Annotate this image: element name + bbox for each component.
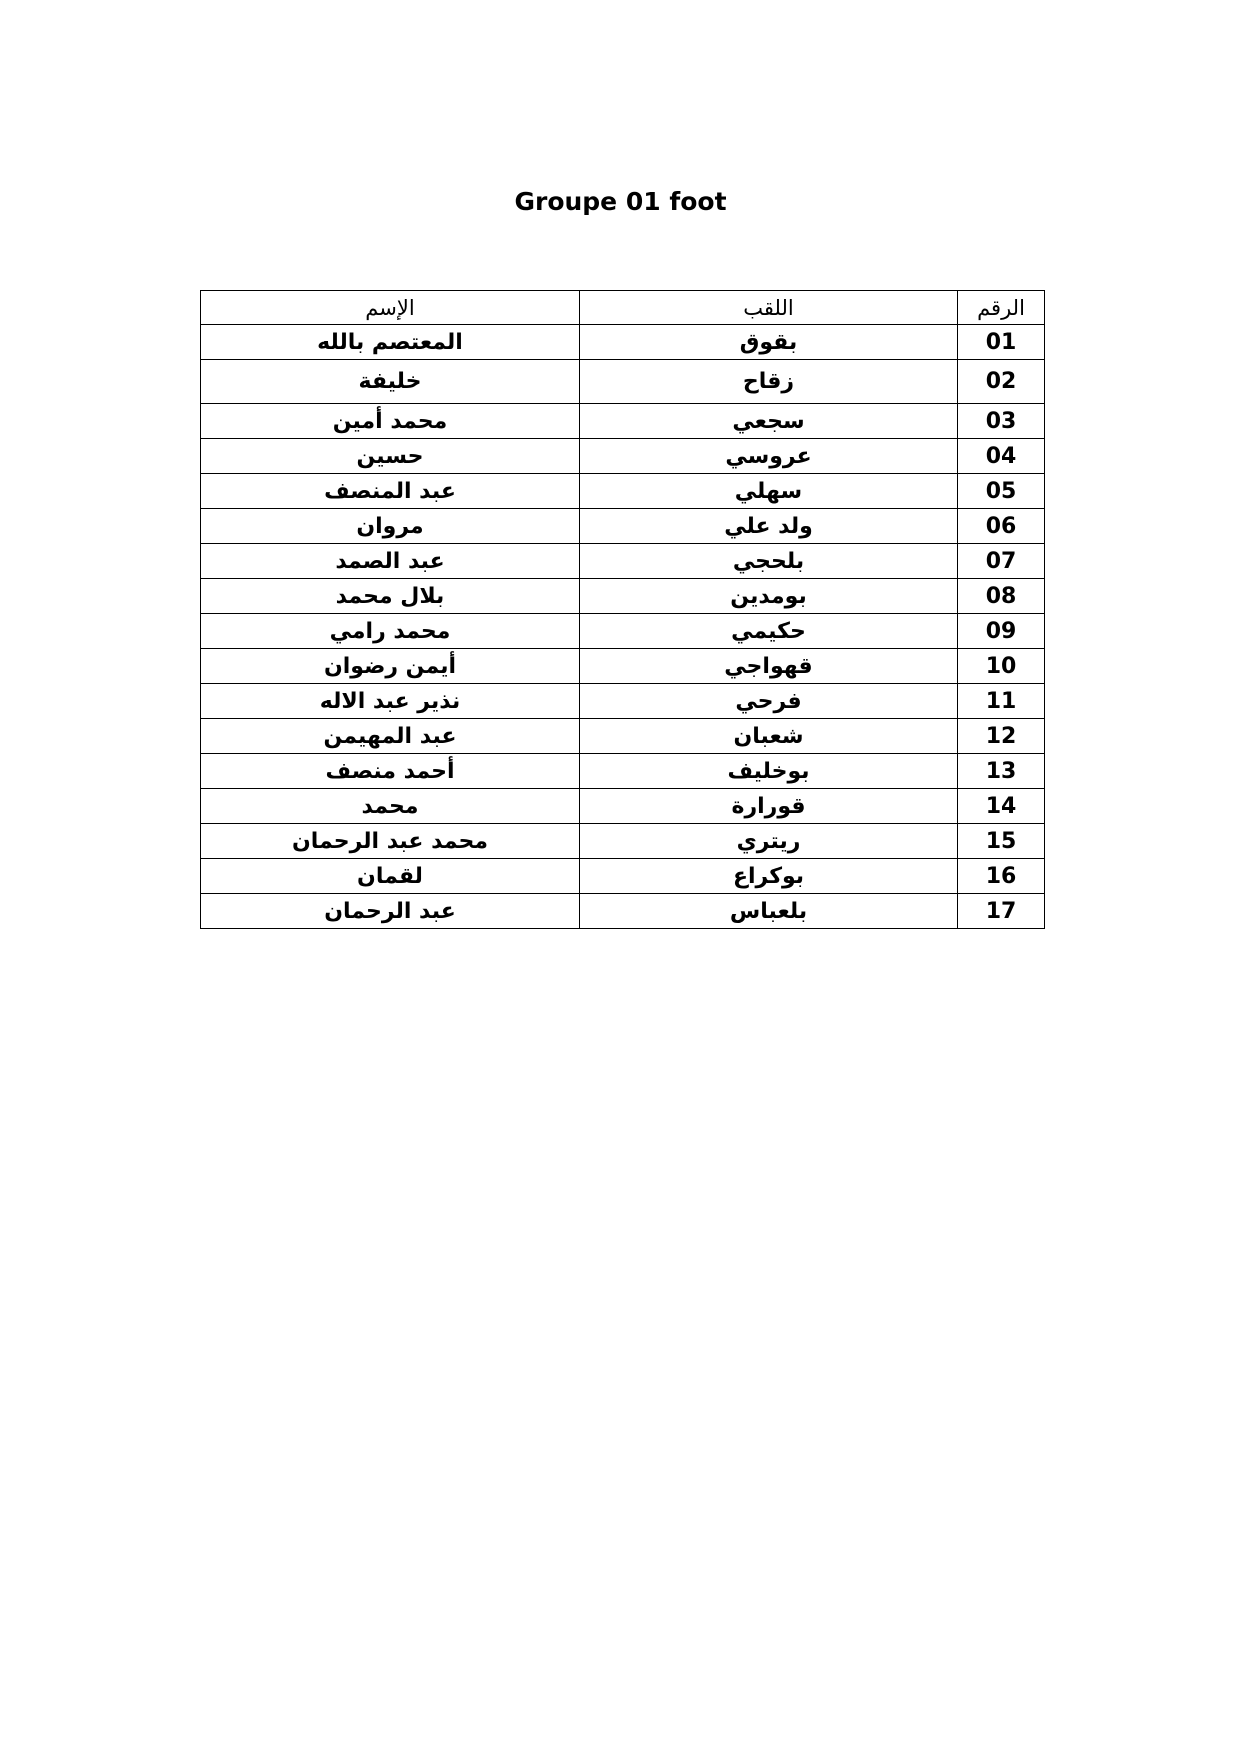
cell-first-name: حسين [201, 439, 580, 474]
cell-last-name: قهواجي [580, 649, 958, 684]
table-row [201, 649, 1045, 684]
cell-number: 17 [958, 894, 1045, 929]
cell-first-name: عبد الرحمان [201, 894, 580, 929]
cell-number: 03 [958, 404, 1045, 439]
table-row [201, 894, 1045, 929]
cell-number: 01 [958, 325, 1045, 360]
cell-number: 15 [958, 824, 1045, 859]
cell-last-name: زقاح [580, 360, 958, 404]
header-first-name: الإسم [201, 291, 580, 325]
table-row [201, 439, 1045, 474]
table-row [201, 754, 1045, 789]
table-row [201, 719, 1045, 754]
cell-last-name: بوخليف [580, 754, 958, 789]
cell-first-name: أيمن رضوان [201, 649, 580, 684]
cell-first-name: عبد المنصف [201, 474, 580, 509]
table-row [201, 360, 1045, 404]
cell-number: 16 [958, 859, 1045, 894]
cell-last-name: فرحي [580, 684, 958, 719]
cell-number: 05 [958, 474, 1045, 509]
cell-last-name: شعبان [580, 719, 958, 754]
table-row [201, 824, 1045, 859]
cell-first-name: عبد المهيمن [201, 719, 580, 754]
cell-first-name: محمد رامي [201, 614, 580, 649]
cell-last-name: سجعي [580, 404, 958, 439]
table-row [201, 579, 1045, 614]
cell-first-name: بلال محمد [201, 579, 580, 614]
cell-number: 02 [958, 360, 1045, 404]
table-row [201, 789, 1045, 824]
table-header-row [201, 291, 1045, 325]
cell-last-name: بلحجي [580, 544, 958, 579]
cell-number: 14 [958, 789, 1045, 824]
table-row [201, 544, 1045, 579]
cell-number: 08 [958, 579, 1045, 614]
cell-number: 11 [958, 684, 1045, 719]
cell-number: 07 [958, 544, 1045, 579]
cell-first-name: مروان [201, 509, 580, 544]
header-number: الرقم [958, 291, 1045, 325]
cell-number: 06 [958, 509, 1045, 544]
cell-last-name: بلعباس [580, 894, 958, 929]
cell-first-name: محمد عبد الرحمان [201, 824, 580, 859]
cell-first-name: خليفة [201, 360, 580, 404]
cell-number: 09 [958, 614, 1045, 649]
cell-number: 12 [958, 719, 1045, 754]
cell-last-name: بوكراع [580, 859, 958, 894]
page-title: Groupe 01 foot [514, 187, 727, 216]
cell-last-name: بومدين [580, 579, 958, 614]
cell-last-name: ولد علي [580, 509, 958, 544]
cell-last-name: ريتري [580, 824, 958, 859]
table-row [201, 404, 1045, 439]
table-row [201, 859, 1045, 894]
cell-first-name: محمد [201, 789, 580, 824]
cell-first-name: المعتصم بالله [201, 325, 580, 360]
cell-first-name: عبد الصمد [201, 544, 580, 579]
cell-last-name: عروسي [580, 439, 958, 474]
roster-table [200, 290, 1045, 929]
table-row [201, 509, 1045, 544]
table-row [201, 614, 1045, 649]
table-row [201, 684, 1045, 719]
cell-number: 10 [958, 649, 1045, 684]
cell-number: 13 [958, 754, 1045, 789]
cell-last-name: بقوق [580, 325, 958, 360]
cell-number: 04 [958, 439, 1045, 474]
table-row [201, 325, 1045, 360]
cell-last-name: قورارة [580, 789, 958, 824]
table-row [201, 474, 1045, 509]
cell-first-name: لقمان [201, 859, 580, 894]
cell-last-name: حكيمي [580, 614, 958, 649]
cell-first-name: نذير عبد الاله [201, 684, 580, 719]
header-last-name: اللقب [580, 291, 958, 325]
cell-first-name: محمد أمين [201, 404, 580, 439]
cell-first-name: أحمد منصف [201, 754, 580, 789]
cell-last-name: سهلي [580, 474, 958, 509]
